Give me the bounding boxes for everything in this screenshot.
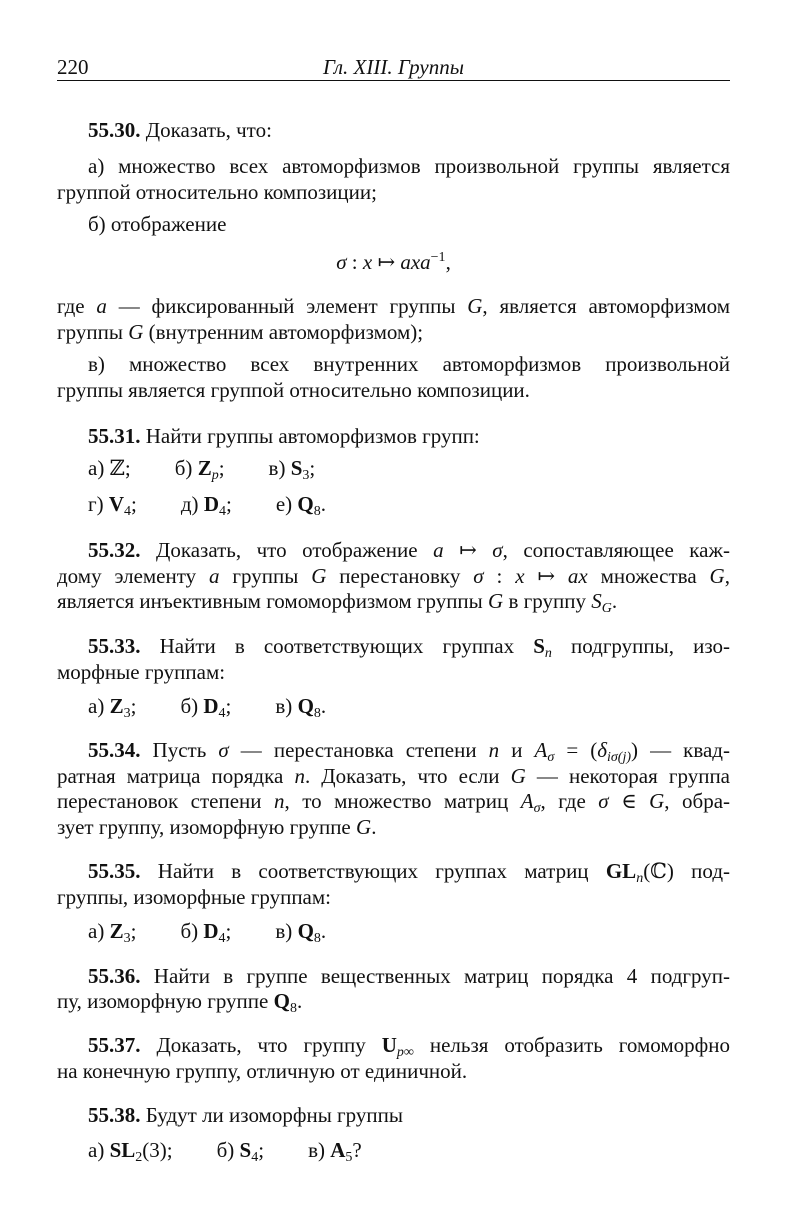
math-symbol: 3 bbox=[123, 931, 131, 946]
math-symbol: n bbox=[294, 764, 305, 788]
text-line bbox=[88, 211, 730, 237]
text-run: Будут ли изоморфны группы bbox=[140, 1103, 403, 1127]
math-symbol: 8 bbox=[313, 931, 321, 946]
math-symbol: n bbox=[488, 738, 500, 762]
item-line bbox=[88, 455, 730, 481]
text-run: группы bbox=[57, 320, 129, 344]
list-item bbox=[180, 693, 231, 719]
list-item bbox=[276, 491, 326, 517]
text-run: ; bbox=[309, 456, 316, 480]
list-item bbox=[275, 918, 326, 944]
text-run: группы является группой относительно композиции. bbox=[57, 378, 530, 402]
text-run: Доказать, что группу bbox=[140, 1033, 382, 1057]
text-run: ∈ bbox=[608, 789, 650, 813]
text-run: . bbox=[320, 694, 327, 718]
text-run: (ℂ) под- bbox=[643, 859, 730, 883]
math-symbol: G bbox=[467, 294, 483, 318]
bold-text: 55.34. bbox=[88, 738, 141, 762]
math-symbol: 3 bbox=[302, 468, 310, 483]
bold-text: S bbox=[290, 456, 303, 480]
text-run: а) bbox=[88, 456, 110, 480]
header-rule bbox=[57, 80, 730, 81]
text-run: (3); bbox=[142, 1138, 173, 1162]
text-run: . bbox=[320, 919, 327, 943]
text-line bbox=[57, 884, 730, 910]
text-run: , bbox=[724, 564, 730, 588]
math-symbol: G bbox=[510, 764, 526, 788]
text-run: б) bbox=[180, 919, 204, 943]
running-title: Гл. XIII. Группы bbox=[323, 55, 464, 79]
text-run: перестановку bbox=[326, 564, 474, 588]
math-symbol: 4 bbox=[251, 1150, 259, 1165]
text-run: а) bbox=[88, 694, 110, 718]
math-symbol: iσ(j) bbox=[607, 750, 632, 765]
text-run: нельзя отобразить гомоморфно bbox=[413, 1033, 731, 1057]
math-symbol: 3 bbox=[123, 706, 131, 721]
text-line bbox=[57, 814, 730, 840]
bold-text: GL bbox=[605, 859, 637, 883]
math-symbol: n bbox=[636, 871, 644, 886]
text-run: : bbox=[346, 250, 363, 274]
text-line bbox=[88, 153, 730, 179]
page-number: 220 bbox=[57, 55, 89, 79]
text-run: . bbox=[611, 589, 618, 613]
text-run: а) множество всех автоморфизмов произвольной группы является bbox=[88, 154, 730, 178]
text-run: б) bbox=[216, 1138, 240, 1162]
text-run: , является автоморфизмом bbox=[482, 294, 731, 318]
text-line bbox=[57, 659, 730, 685]
math-symbol: σ bbox=[598, 789, 609, 813]
math-symbol: axa bbox=[400, 250, 431, 274]
math-symbol: n bbox=[544, 646, 552, 661]
math-symbol: p bbox=[211, 468, 219, 483]
text-run: Доказать, что: bbox=[140, 118, 272, 142]
text-run: в) множество всех внутренних автоморфизмов произвольной bbox=[88, 352, 730, 376]
bold-text: 55.36. bbox=[88, 964, 141, 988]
text-run: подгруппы, изо- bbox=[551, 634, 730, 658]
bold-text: D bbox=[203, 919, 219, 943]
math-symbol: G bbox=[649, 789, 665, 813]
text-run: . bbox=[296, 989, 303, 1013]
math-symbol: G bbox=[311, 564, 327, 588]
text-run: зует группу, изоморфную группе bbox=[57, 815, 357, 839]
list-item bbox=[308, 1137, 362, 1163]
bold-text: Z bbox=[197, 456, 212, 480]
math-symbol: σ bbox=[533, 801, 541, 816]
text-line bbox=[57, 988, 730, 1014]
list-item bbox=[180, 918, 231, 944]
math-symbol: p∞ bbox=[396, 1045, 414, 1060]
text-run: является инъективным гомоморфизмом группы bbox=[57, 589, 489, 613]
text-run: , то множество матриц bbox=[284, 789, 521, 813]
text-run: ↦ bbox=[372, 250, 401, 274]
math-symbol: ax bbox=[567, 564, 588, 588]
text-line bbox=[88, 1102, 730, 1128]
text-run: ратная матрица порядка bbox=[57, 764, 295, 788]
text-run: ; bbox=[225, 492, 232, 516]
math-symbol: σ bbox=[473, 564, 484, 588]
text-run: группой относительно композиции; bbox=[57, 180, 377, 204]
bold-text: SL bbox=[109, 1138, 136, 1162]
math-symbol: a bbox=[96, 294, 107, 318]
math-symbol: 8 bbox=[313, 706, 321, 721]
text-run: ↦ bbox=[524, 564, 568, 588]
text-run: дому элементу bbox=[57, 564, 210, 588]
text-line bbox=[57, 763, 730, 789]
text-run: , сопоставляющее каж- bbox=[502, 538, 730, 562]
bold-text: 55.38. bbox=[88, 1103, 141, 1127]
bold-text: D bbox=[203, 694, 219, 718]
list-item bbox=[269, 455, 316, 481]
bold-text: S bbox=[533, 634, 545, 658]
text-run: группы, изоморфные группам: bbox=[57, 885, 332, 909]
text-line bbox=[57, 293, 730, 319]
bold-text: Z bbox=[109, 694, 124, 718]
text-line bbox=[88, 423, 730, 449]
list-item bbox=[217, 1137, 264, 1163]
math-symbol: σ bbox=[547, 750, 555, 765]
math-symbol: a bbox=[209, 564, 220, 588]
math-symbol: 8 bbox=[289, 1001, 297, 1016]
text-run: — перестановка степени bbox=[228, 738, 489, 762]
math-symbol: n bbox=[274, 789, 285, 813]
text-run: морфные группам: bbox=[57, 660, 226, 684]
text-line bbox=[88, 963, 730, 989]
item-line bbox=[88, 1137, 730, 1163]
text-run: . bbox=[371, 815, 377, 839]
item-line bbox=[88, 918, 730, 944]
text-run: и bbox=[499, 738, 535, 762]
text-run: Пусть bbox=[140, 738, 219, 762]
math-symbol: 2 bbox=[135, 1150, 143, 1165]
math-symbol: σ bbox=[336, 250, 347, 274]
text-run: — некоторая группа bbox=[525, 764, 731, 788]
list-item bbox=[88, 1137, 173, 1163]
bold-text: Q bbox=[273, 989, 290, 1013]
text-line bbox=[57, 588, 730, 614]
text-line bbox=[57, 788, 730, 814]
text-line bbox=[88, 633, 730, 659]
text-line bbox=[88, 858, 730, 884]
bold-text: Q bbox=[297, 919, 314, 943]
text-run: д) bbox=[180, 492, 204, 516]
text-run: ; bbox=[258, 1138, 265, 1162]
text-run: е) bbox=[275, 492, 298, 516]
text-run: , обра- bbox=[664, 789, 731, 813]
math-symbol: σ bbox=[218, 738, 229, 762]
text-run: б) отображение bbox=[88, 212, 227, 236]
text-run: пу, изоморфную группе bbox=[57, 989, 274, 1013]
list-item bbox=[181, 491, 232, 517]
math-symbol: G bbox=[709, 564, 725, 588]
bold-text: S bbox=[239, 1138, 252, 1162]
math-symbol: a bbox=[433, 538, 444, 562]
text-run: на конечную группу, отличную от единичной. bbox=[57, 1059, 468, 1083]
text-line bbox=[88, 737, 730, 763]
text-run: ; bbox=[218, 456, 225, 480]
list-item bbox=[275, 693, 326, 719]
text-run: множества bbox=[587, 564, 710, 588]
item-line bbox=[88, 491, 730, 517]
bold-text: U bbox=[381, 1033, 397, 1057]
text-run: Найти в соответствующих группах матриц bbox=[140, 859, 606, 883]
text-line bbox=[88, 351, 730, 377]
math-symbol: 4 bbox=[218, 706, 226, 721]
math-symbol: G bbox=[601, 601, 612, 616]
text-run: в группу bbox=[503, 589, 592, 613]
text-run: : bbox=[483, 564, 516, 588]
text-line bbox=[57, 563, 730, 589]
text-run: Найти в группе вещественных матриц порядка 4 подгруп- bbox=[140, 964, 730, 988]
text-run: ↦ bbox=[443, 538, 493, 562]
text-run: , где bbox=[540, 789, 599, 813]
text-run: ; bbox=[225, 919, 232, 943]
text-run: = ( bbox=[554, 738, 598, 762]
text-run: , bbox=[445, 250, 451, 274]
text-run: Найти группы автоморфизмов групп: bbox=[140, 424, 480, 448]
list-item bbox=[88, 693, 136, 719]
text-run: где bbox=[57, 294, 97, 318]
display-formula bbox=[57, 249, 730, 275]
bold-text: 55.33. bbox=[88, 634, 141, 658]
math-symbol: S bbox=[591, 589, 602, 613]
text-run: б) bbox=[174, 456, 198, 480]
text-run: Найти в соответствующих группах bbox=[140, 634, 534, 658]
bold-text: Z bbox=[109, 919, 124, 943]
bold-text: 55.35. bbox=[88, 859, 141, 883]
math-symbol: 4 bbox=[218, 931, 226, 946]
text-run: (внутренним автоморфизмом); bbox=[143, 320, 424, 344]
text-run: перестановок степени bbox=[57, 789, 274, 813]
math-symbol: 4 bbox=[218, 504, 226, 519]
bold-text: 55.37. bbox=[88, 1033, 141, 1057]
math-symbol: 4 bbox=[124, 504, 132, 519]
text-line bbox=[57, 179, 730, 205]
bold-text: Q bbox=[297, 492, 314, 516]
math-symbol: σ bbox=[492, 538, 503, 562]
bold-text: V bbox=[108, 492, 125, 516]
math-symbol: 5 bbox=[345, 1150, 353, 1165]
text-run: Доказать, что отображение bbox=[140, 538, 434, 562]
text-run: ; bbox=[130, 919, 137, 943]
text-run: группы bbox=[219, 564, 312, 588]
math-symbol: 8 bbox=[313, 504, 321, 519]
bold-text: D bbox=[203, 492, 219, 516]
bold-text: 55.32. bbox=[88, 538, 141, 562]
text-run: а) bbox=[88, 919, 110, 943]
bold-text: 55.30. bbox=[88, 118, 141, 142]
text-run: в) bbox=[275, 919, 298, 943]
text-run: ; bbox=[131, 492, 137, 516]
math-symbol: −1 bbox=[430, 250, 446, 265]
bold-text: 55.31. bbox=[88, 424, 141, 448]
text-run: ) — квад- bbox=[631, 738, 730, 762]
list-item bbox=[88, 455, 131, 481]
text-line bbox=[88, 117, 730, 143]
text-run: — фиксированный элемент группы bbox=[106, 294, 468, 318]
text-line bbox=[88, 537, 730, 563]
running-header bbox=[57, 54, 730, 80]
text-run: ? bbox=[352, 1138, 362, 1162]
math-symbol: A bbox=[520, 789, 534, 813]
text-line bbox=[57, 377, 730, 403]
text-run: ; bbox=[130, 694, 137, 718]
text-run: . bbox=[320, 492, 326, 516]
bold-text: Q bbox=[297, 694, 314, 718]
text-line bbox=[88, 1032, 730, 1058]
math-symbol: G bbox=[488, 589, 504, 613]
bold-text: A bbox=[330, 1138, 346, 1162]
math-symbol: δ bbox=[597, 738, 608, 762]
math-symbol: x bbox=[362, 250, 373, 274]
list-item bbox=[175, 455, 225, 481]
text-line bbox=[57, 1058, 730, 1084]
math-symbol: G bbox=[128, 320, 144, 344]
text-run: б) bbox=[180, 694, 204, 718]
item-line bbox=[88, 693, 730, 719]
text-run: ; bbox=[225, 694, 232, 718]
math-symbol: x bbox=[515, 564, 525, 588]
list-item bbox=[88, 918, 136, 944]
list-item bbox=[88, 491, 137, 517]
text-run: а) bbox=[88, 1138, 110, 1162]
text-run: ℤ; bbox=[109, 456, 131, 480]
math-symbol: G bbox=[356, 815, 372, 839]
text-run: г) bbox=[88, 492, 109, 516]
text-run: в) bbox=[308, 1138, 331, 1162]
text-run: в) bbox=[275, 694, 298, 718]
text-line bbox=[57, 319, 730, 345]
math-symbol: A bbox=[534, 738, 548, 762]
text-run: . Доказать, что если bbox=[304, 764, 511, 788]
text-run: в) bbox=[268, 456, 291, 480]
